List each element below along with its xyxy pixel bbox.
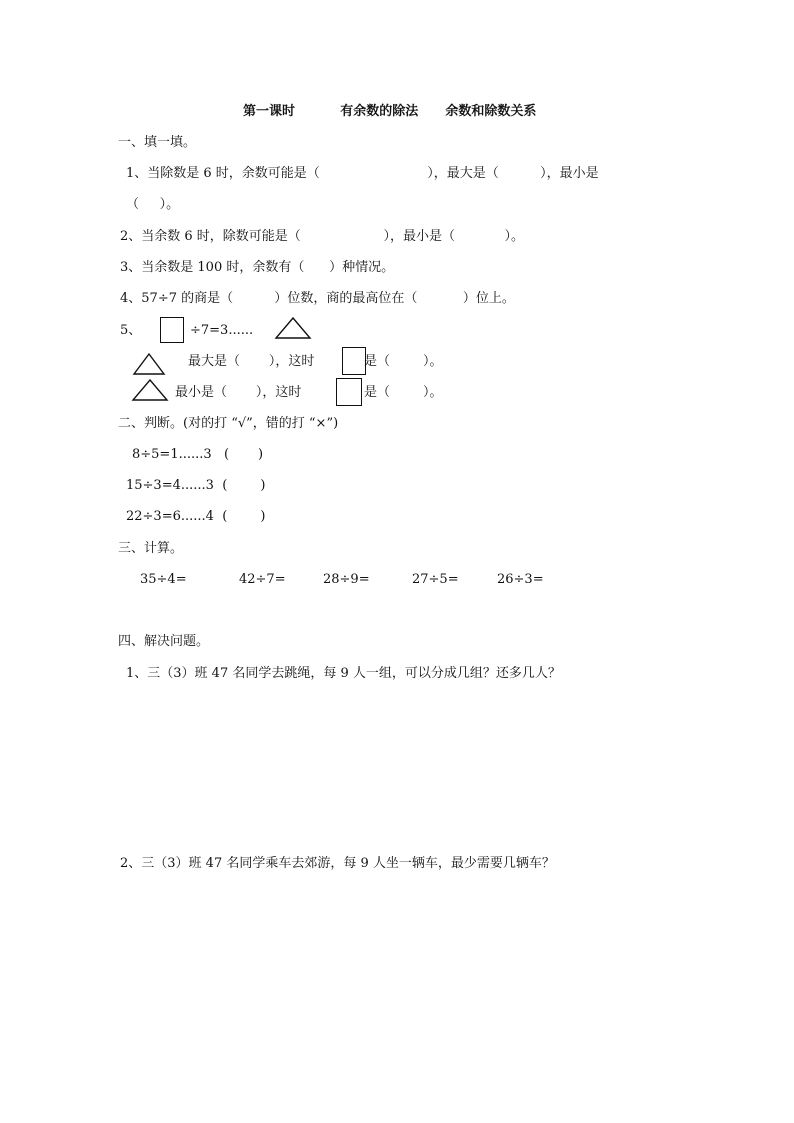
question-1-5-number: 5、 [120, 323, 142, 338]
question-1-5-min-tail: 是（ ）。 [364, 385, 443, 400]
page-title: 第一课时 有余数的除法 余数和除数关系 [243, 104, 537, 119]
judge-item-2: 15÷3=4......3 ( ) [126, 478, 266, 493]
question-1-1-continued: （ ）。 [126, 197, 180, 212]
triangle-shape [132, 352, 166, 376]
question-1-5-min: 最小是（ ），这时 [175, 385, 302, 400]
question-1-5-expression: ÷7=3...... [190, 323, 254, 338]
calc-item-4: 27÷5= [412, 572, 459, 587]
judge-item-1: 8÷5=1......3 ( ) [132, 447, 264, 462]
section-3-heading: 三、计算。 [118, 541, 184, 556]
calc-item-3: 28÷9= [323, 572, 370, 587]
calc-item-1: 35÷4= [140, 572, 187, 587]
question-1-5-max: 最大是（ ），这时 [188, 354, 315, 369]
question-1-5-max-tail: 是（ ）。 [364, 354, 443, 369]
square-shape [342, 347, 366, 375]
section-4-heading: 四、解决问题。 [118, 634, 210, 649]
problem-2: 2、三（3）班 47 名同学乘车去郊游，每 9 人坐一辆车，最少需要几辆车？ [120, 856, 555, 871]
section-2-heading: 二、判断。(对的打 “√”，错的打 “×”) [118, 416, 339, 431]
calc-item-2: 42÷7= [239, 572, 286, 587]
question-1-3: 3、当余数是 100 时，余数有（ ）种情况。 [120, 260, 395, 275]
square-shape [160, 317, 184, 343]
question-1-2: 2、当余数 6 时，除数可能是（ ），最小是（ ）。 [120, 229, 525, 244]
square-shape [336, 378, 362, 406]
calc-item-5: 26÷3= [497, 572, 544, 587]
question-1-1: 1、当除数是 6 时，余数可能是（ ），最大是（ ），最小是 [126, 166, 599, 181]
judge-item-3: 22÷3=6......4 ( ) [126, 509, 266, 524]
triangle-shape [274, 316, 312, 340]
section-1-heading: 一、填一填。 [118, 135, 197, 150]
triangle-shape [131, 378, 169, 402]
question-1-4: 4、57÷7 的商是（ ）位数，商的最高位在（ ）位上。 [120, 291, 515, 306]
problem-1: 1、三（3）班 47 名同学去跳绳，每 9 人一组，可以分成几组？还多几人？ [126, 666, 561, 681]
